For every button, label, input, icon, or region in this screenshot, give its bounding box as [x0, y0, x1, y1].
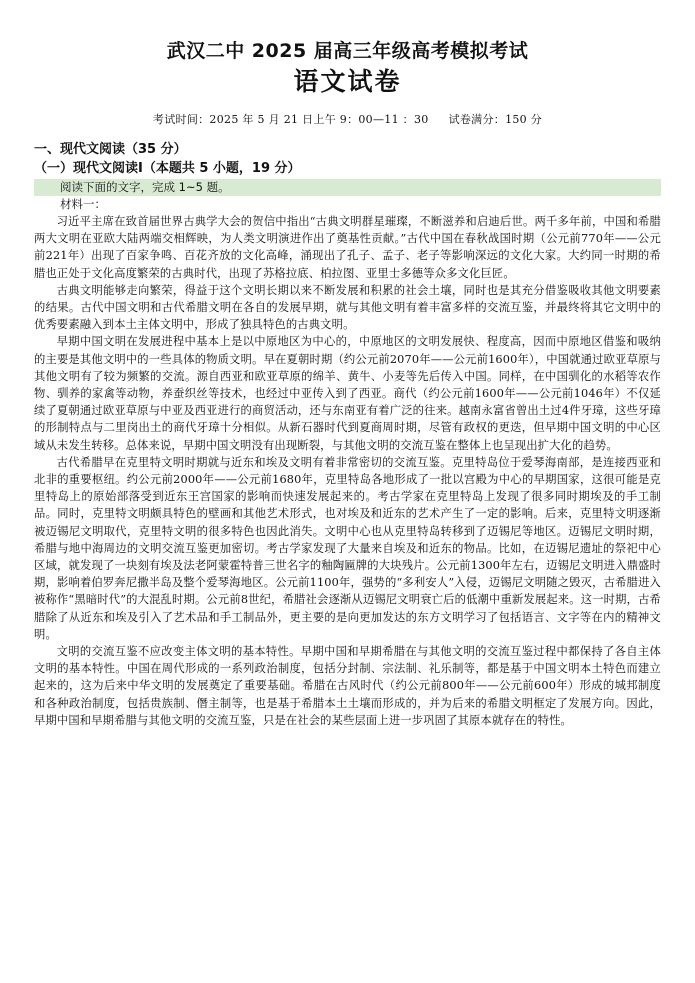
- reading-instruction: 阅读下面的文字，完成 1~5 题。: [34, 179, 661, 196]
- subsection-heading: （一）现代文阅读Ⅰ（本题共 5 小题，19 分）: [34, 161, 301, 176]
- passage-paragraph: 习近平主席在致首届世界古典学大会的贺信中指出“古典文明群星璀璨，不断滋养和启迪后世。两千多年前，中国和希腊两大文明在亚欧大陆两端交相辉映，为人类文明演进作出了奠基性贡献。”古代中国在春秋战国时期（公元前770年——公元前221年）出现了百家争鸣、百花齐放的文化高峰，涌现出了孔子、孟子、老子等影响深远的文化大家。大约同一时期的希腊也正处于文化高度繁荣的古典时代，出现了苏格拉底、柏拉图、亚里士多德等众多文化巨匠。: [34, 215, 661, 280]
- full-score: 试卷满分：150 分: [448, 113, 543, 126]
- exam-subtitle: 语文试卷: [293, 67, 402, 96]
- material-label: 材料一：: [60, 197, 106, 211]
- passage-paragraph: 早期中国文明在发展进程中基本上是以中原地区为中心的，中原地区的文明发展快、程度高，因而中原地区借鉴和吸纳的主要是其他文明中的一些具体的物质文明。早在夏朝时期（约公元前2070年——公元前1600年），中国就通过欧亚草原与其他文明有了较为频繁的交流。源自西亚和欧亚草原的绵羊、黄牛、小麦等先后传入中国。同样，在中国驯化的水稻等农作物、驯养的家禽等动物，养蚕织丝等技术，也经过中亚传入到了西亚。商代（约公元前1600年——公元前1046年）不仅延续了夏朝通过欧亚草原与中亚及西亚进行的商贸活动，还与东南亚有着广泛的往来。越南永富省曾出土过4件牙璋，这些牙璋的形制特点与二里岗出土的商代牙璋十分相似。从新石器时代到夏商周时期，尽管有政权的更迭，但早期中国文明的中心区域从未发生转移。总体来说，早期中国文明没有出现断裂，与其他文明的交流互鉴在整体上也呈现出扩大化的趋势。: [34, 335, 661, 452]
- passage-paragraph: 古代希腊早在克里特文明时期就与近东和埃及文明有着非常密切的交流互鉴。克里特岛位于爱琴海南部，是连接西亚和北非的重要枢纽。约公元前2000年——公元前1680年，克里特岛各地形成了一批以宫殿为中心的早期国家，这很可能是克里特岛上的原始部落受到近东王宫国家的影响而快速发展起来的。考古学家在克里特岛上发现了很多同时期埃及的手工制品。同时，克里特文明颇具特色的壁画和其他艺术形式，也对埃及和近东的艺术产生了一定的影响。后来，克里特文明逐渐被迈锡尼文明取代，克里特文明的很多特色也因此消失。文明中心也从克里特岛转移到了迈锡尼等地区。迈锡尼文明时期，希腊与地中海周边的文明交流互鉴更加密切。考古学家发现了大量来自埃及和近东的物品。比如，在迈锡尼遗址的祭祀中心区域，就发现了一块刻有埃及法老阿蒙霍特普三世名字的釉陶匾牌的大块残片。公元前1300年左右，迈锡尼文明进入鼎盛时期，影响着伯罗奔尼撒半岛及整个爱琴海地区。公元前1100年，强势的“多利安人”入侵，迈锡尼文明随之毁灭，古希腊进入被称作“黑暗时代”的大混乱时期。公元前8世纪，希腊社会逐渐从迈锡尼文明衰亡后的低潮中重新发展起来。这一时期，古希腊除了从近东和埃及引入了艺术品和手工制品外，更主要的是向更加发达的东方文明学习了包括语言、文字等在内的精神文明。: [34, 455, 661, 641]
- exam-time: 考试时间：2025 年 5 月 21 日上午 9：00—11 ：30: [152, 113, 429, 126]
- exam-title: 武汉二中 2025 届高三年级高考模拟考试: [166, 40, 529, 62]
- passage-paragraph: 古典文明能够走向繁荣，得益于这个文明长期以来不断发展和积累的社会土壤，同时也是其充分借鉴吸收其他文明要素的结果。古代中国文明和古代希腊文明在各自的发展早期，就与其他文明有着丰富多样的交流互鉴，并最终将其它文明中的优秀要素融入到本土主体文明中，形成了独具特色的古典文明。: [34, 283, 661, 332]
- exam-info: [34, 112, 661, 128]
- section-heading: 一、现代文阅读（35 分）: [34, 142, 187, 157]
- passage-paragraph: 文明的交流互鉴不应改变主体文明的基本特性。早期中国和早期希腊在与其他文明的交流互鉴过程中都保持了各自主体文明的基本特性。中国在周代形成的一系列政治制度，包括分封制、宗法制、礼乐制等，都是基于中国文明本土特色而建立起来的，这为后来中华文明的发展奠定了重要基础。希腊在古风时代（约公元前800年——公元前600年）形成的城邦制度和各种政治制度，包括贵族制、僭主制等，也是基于希腊本土土壤而形成的，并为后来的希腊文明框定了发展方向。因此，早期中国和早期希腊与其他文明的交流互鉴，只是在社会的某些层面上进一步巩固了其原本就存在的特性。: [34, 645, 661, 727]
